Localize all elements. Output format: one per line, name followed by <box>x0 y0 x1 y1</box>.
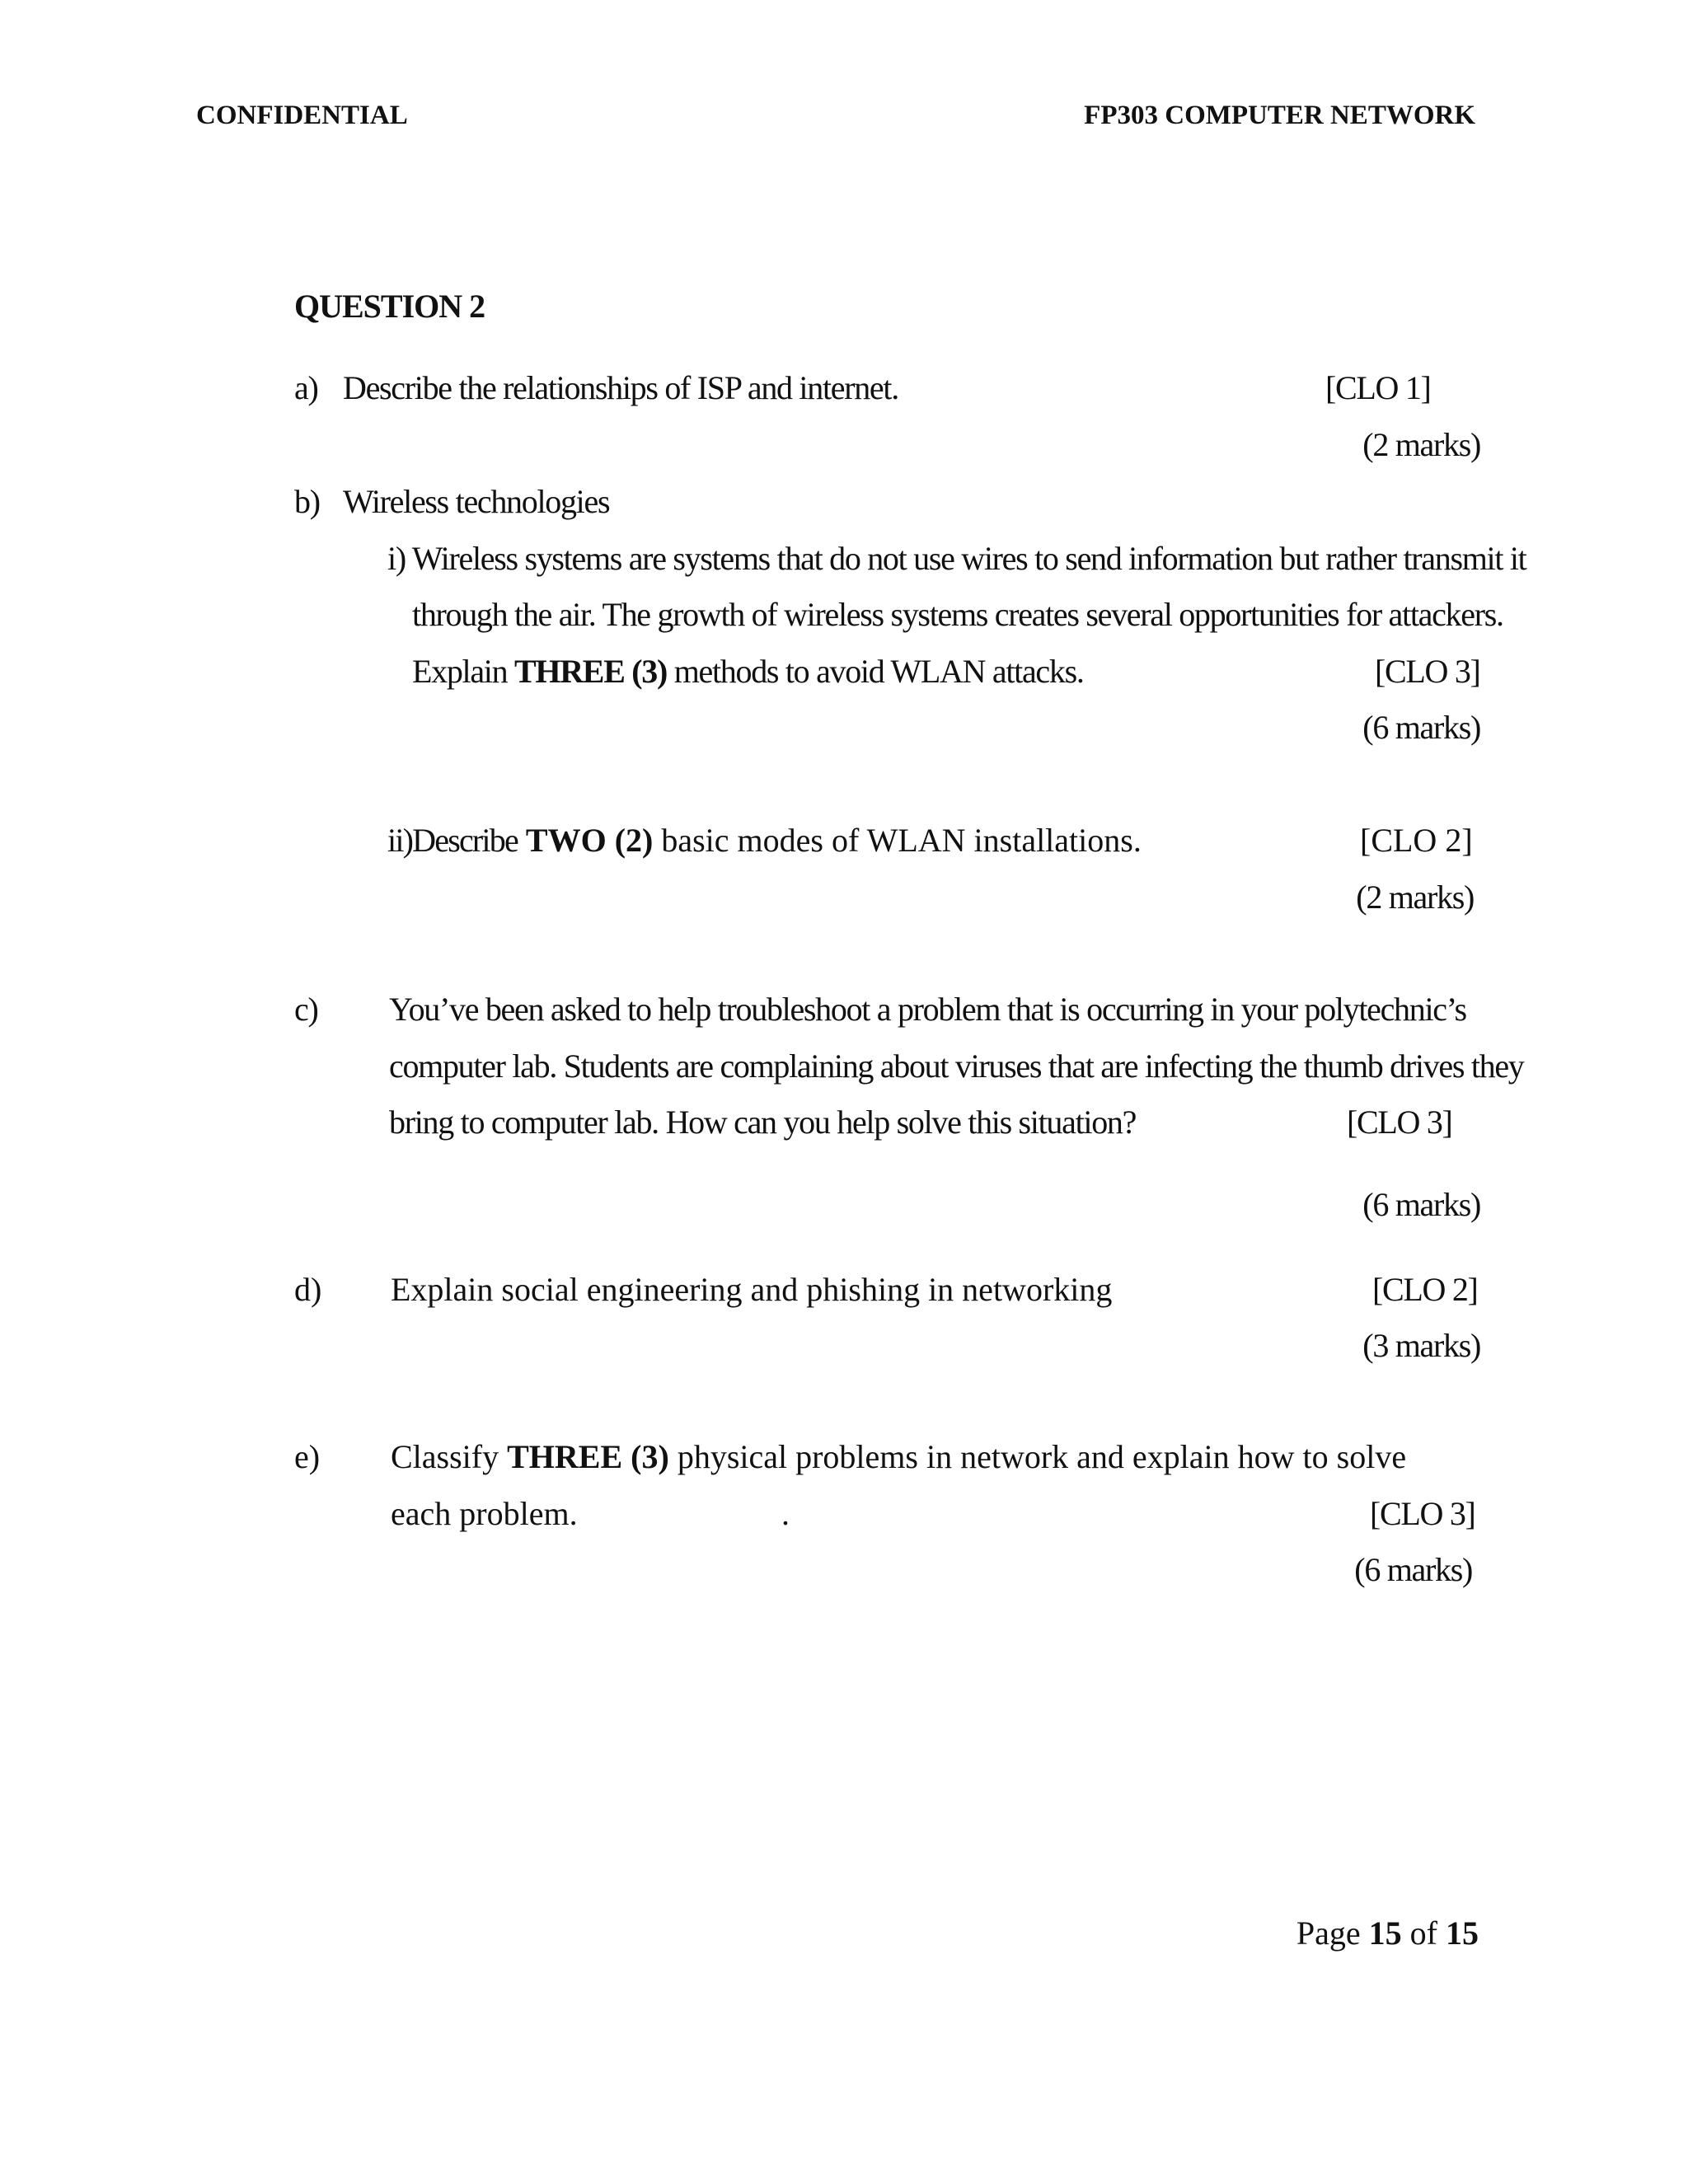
item-c-clo: [CLO 3] <box>1347 1104 1452 1141</box>
item-c-marks: (6 marks) <box>1362 1186 1480 1223</box>
header-confidential: CONFIDENTIAL <box>196 101 408 130</box>
item-d-clo: [CLO 2] <box>1372 1271 1478 1308</box>
item-d-marks: (3 marks) <box>1362 1327 1480 1364</box>
item-b-ii-text: ii)Describe TWO (2) basic modes of WLAN installations. <box>387 822 1142 859</box>
item-b-text: Wireless technologies <box>343 483 610 520</box>
page-current: 15 <box>1368 1915 1402 1952</box>
item-b-i-marks: (6 marks) <box>1362 709 1480 746</box>
item-c-line2: computer lab. Students are complaining about viruses that are infecting the thumb drives they <box>389 1047 1524 1085</box>
item-a-marks: (2 marks) <box>1362 426 1480 463</box>
item-b-i-clo: [CLO 3] <box>1375 653 1480 690</box>
item-a-clo: [CLO 1] <box>1325 369 1431 406</box>
item-c-line1: You’ve been asked to help troubleshoot a problem that is occurring in your polytechnic’s <box>389 991 1466 1028</box>
item-e-dot: . <box>781 1495 790 1532</box>
item-d-text: Explain social engineering and phishing in networking <box>391 1271 1113 1308</box>
item-a-label: a) <box>294 369 318 406</box>
item-c-line3: bring to computer lab. How can you help solve this situation? <box>389 1104 1137 1141</box>
item-d-label: d) <box>294 1271 322 1308</box>
item-b-ii-emphasis: TWO (2) <box>525 822 654 859</box>
item-e-line1: Classify THREE (3) physical problems in network and explain how to solve <box>391 1438 1407 1475</box>
item-e-label: e) <box>294 1438 321 1475</box>
item-b-i-line2: through the air. The growth of wireless systems creates several opportunities for attackers. <box>412 596 1503 633</box>
item-e-emphasis: THREE (3) <box>507 1438 669 1475</box>
item-b-label: b) <box>294 483 320 520</box>
item-b-ii-clo: [CLO 2] <box>1360 822 1473 859</box>
page-number: Page 15 of 15 <box>1296 1915 1479 1952</box>
item-a-text: Describe the relationships of ISP and internet. <box>343 369 898 406</box>
item-b-i-emphasis: THREE (3) <box>514 653 668 690</box>
item-e-marks: (6 marks) <box>1354 1551 1472 1588</box>
item-c-label: c) <box>294 991 318 1028</box>
item-b-i-line3: Explain THREE (3) methods to avoid WLAN attacks. <box>412 653 1084 690</box>
item-b-i-line1: i) Wireless systems are systems that do not use wires to send information but rather transmit it <box>387 540 1526 577</box>
question-title: QUESTION 2 <box>294 288 485 325</box>
header-course-title: FP303 COMPUTER NETWORK <box>1084 101 1475 130</box>
page-total: 15 <box>1446 1915 1479 1952</box>
item-e-clo: [CLO 3] <box>1370 1495 1475 1532</box>
item-e-line2: each problem. <box>391 1495 578 1532</box>
item-b-ii-marks: (2 marks) <box>1356 879 1474 916</box>
